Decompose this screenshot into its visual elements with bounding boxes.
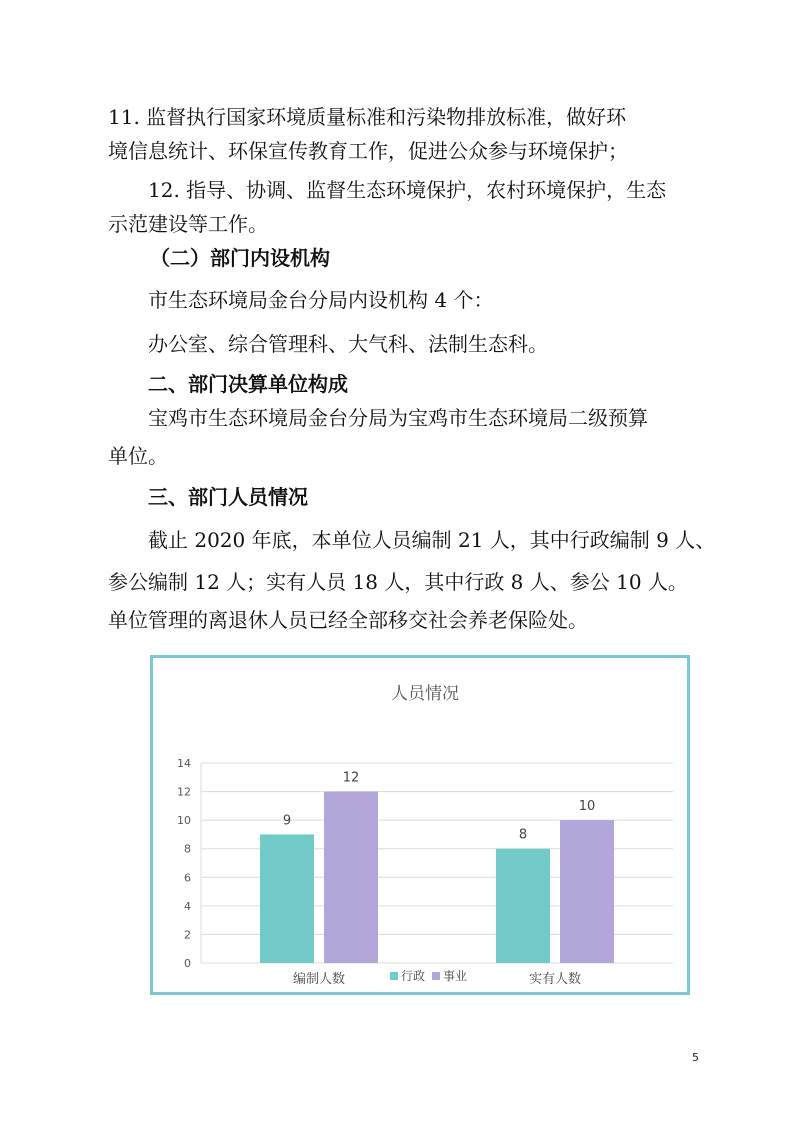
y-tick-label: 12 [177,785,191,799]
legend-label: 事业 [443,969,468,983]
legend-swatch [432,972,440,980]
bar-data-label: 10 [578,799,596,815]
x-tick-label: 实有人数 [528,972,582,987]
unit-composition-line1: 宝鸡市生态环境局金台分局为宝鸡市生态环境局二级预算 [148,406,648,430]
item12-line1: 12. 指导、协调、监督生态环境保护，农村环境保护，生态 [148,178,667,202]
personnel-line3: 单位管理的离退休人员已经全部移交社会养老保险处。 [108,608,588,632]
personnel-line2: 参公编制 12 人；实有人员 18 人，其中行政 8 人、参公 10 人。 [108,570,688,594]
y-tick-label: 0 [184,957,191,970]
chart-svg [153,658,687,992]
chart-title: 人员情况 [391,684,459,704]
bar [496,849,550,963]
page-number: 5 [692,1051,699,1064]
y-tick-label: 14 [177,757,191,770]
personnel-chart [150,655,690,995]
unit-composition-line2: 单位。 [108,444,168,468]
internal-units-line2: 办公室、综合管理科、大气科、法制生态科。 [148,332,548,356]
bar [324,792,378,963]
y-tick-label: 8 [184,842,191,856]
item11-line2: 境信息统计、环保宣传教育工作，促进公众参与环境保护； [108,139,628,163]
item11-line1: 11. 监督执行国家环境质量标准和污染物排放标准，做好环 [108,105,627,129]
bar [260,834,314,963]
bar-data-label: 9 [282,813,292,829]
subsection-heading-internal-units: （二）部门内设机构 [150,246,330,270]
x-tick-label: 编制人数 [292,972,346,987]
legend-swatch [390,972,398,980]
y-tick-label: 10 [177,814,191,828]
bar-data-label: 12 [342,770,360,786]
bar-data-label: 8 [518,827,528,843]
personnel-line1: 截止 2020 年底，本单位人员编制 21 人，其中行政编制 9 人、 [148,528,716,552]
section-heading-unit-composition: 二、部门决算单位构成 [148,372,348,396]
internal-units-line1: 市生态环境局金台分局内设机构 4 个： [148,288,494,312]
y-tick-label: 2 [184,928,191,942]
item12-line2: 示范建设等工作。 [108,212,268,236]
section-heading-personnel: 三、部门人员情况 [148,485,308,509]
y-tick-label: 4 [184,899,191,913]
y-tick-label: 6 [184,871,191,885]
legend-label: 行政 [401,969,426,983]
bar [560,820,614,963]
